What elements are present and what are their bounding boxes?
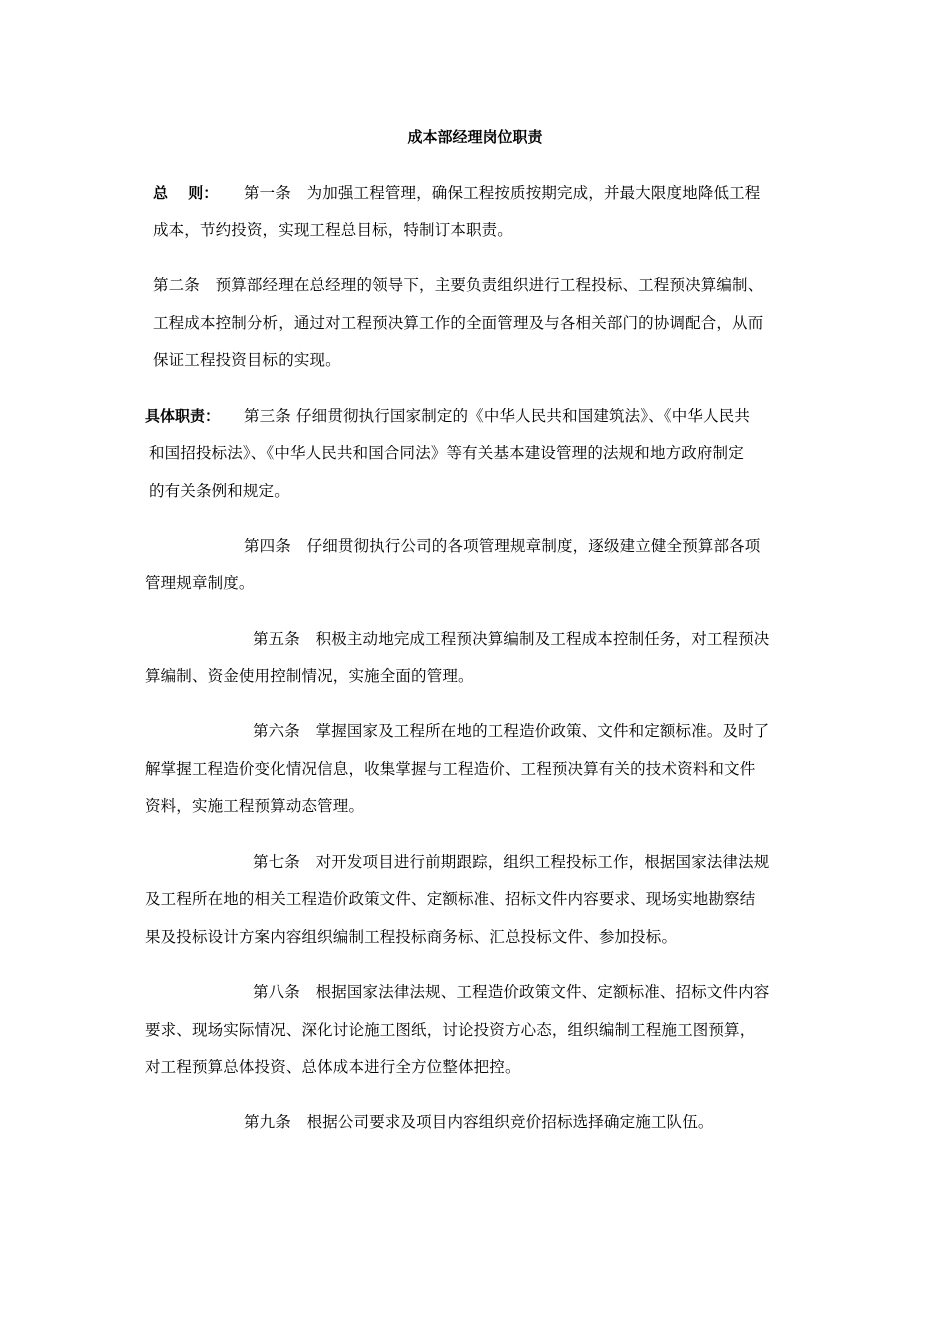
article-3-line-3: 的有关条例和规定。: [149, 482, 290, 500]
article-1-line-2: 成本，节约投资，实现工程总目标，特制订本职责。: [153, 221, 513, 239]
specific-heading: 具体职责：: [145, 407, 221, 425]
article-3-line-1: 第三条 仔细贯彻执行国家制定的《中华人民共和国建筑法》、《中华人民共: [244, 407, 751, 425]
article-6-line-2: 解掌握工程造价变化情况信息，收集掌握与工程造价、工程预决算有关的技术资料和文件: [145, 760, 756, 778]
article-4-line-1: 第四条 仔细贯彻执行公司的各项管理规章制度，逐级建立健全预算部各项: [244, 537, 761, 555]
article-3-line-2: 和国招投标法》、《中华人民共和国合同法》等有关基本建设管理的法规和地方政府制定: [149, 444, 744, 462]
article-6-line-1: 第六条 掌握国家及工程所在地的工程造价政策、文件和定额标准。及时了: [253, 722, 770, 740]
article-5-line-2: 算编制、资金使用控制情况，实施全面的管理。: [145, 667, 474, 685]
article-8-line-3: 对工程预算总体投资、总体成本进行全方位整体把控。: [145, 1058, 521, 1076]
article-2-line-2: 工程成本控制分析，通过对工程预决算工作的全面管理及与各相关部门的协调配合，从而: [153, 314, 764, 332]
article-7-line-3: 果及投标设计方案内容组织编制工程投标商务标、汇总投标文件、参加投标。: [145, 928, 678, 946]
article-2-line-3: 保证工程投资目标的实现。: [153, 351, 341, 369]
article-7-line-2: 及工程所在地的相关工程造价政策文件、定额标准、招标文件内容要求、现场实地勘察结: [145, 890, 756, 908]
general-heading: 总 则：: [153, 184, 219, 202]
article-5-line-1: 第五条 积极主动地完成工程预决算编制及工程成本控制任务，对工程预决: [253, 630, 770, 648]
article-2-line-1: 第二条 预算部经理在总经理的领导下，主要负责组织进行工程投标、工程预决算编制、: [153, 276, 764, 294]
article-9-line-1: 第九条 根据公司要求及项目内容组织竞价招标选择确定施工队伍。: [244, 1113, 714, 1131]
article-6-line-3: 资料，实施工程预算动态管理。: [145, 797, 365, 815]
article-8-line-1: 第八条 根据国家法律法规、工程造价政策文件、定额标准、招标文件内容: [253, 983, 770, 1001]
document-title: 成本部经理岗位职责: [407, 128, 543, 146]
article-1-line-1: 第一条 为加强工程管理，确保工程按质按期完成，并最大限度地降低工程: [244, 184, 761, 202]
article-4-line-2: 管理规章制度。: [145, 574, 255, 592]
article-8-line-2: 要求、现场实际情况、深化讨论施工图纸，讨论投资方心态，组织编制工程施工图预算，: [145, 1021, 756, 1039]
article-7-line-1: 第七条 对开发项目进行前期跟踪，组织工程投标工作，根据国家法律法规: [253, 853, 770, 871]
